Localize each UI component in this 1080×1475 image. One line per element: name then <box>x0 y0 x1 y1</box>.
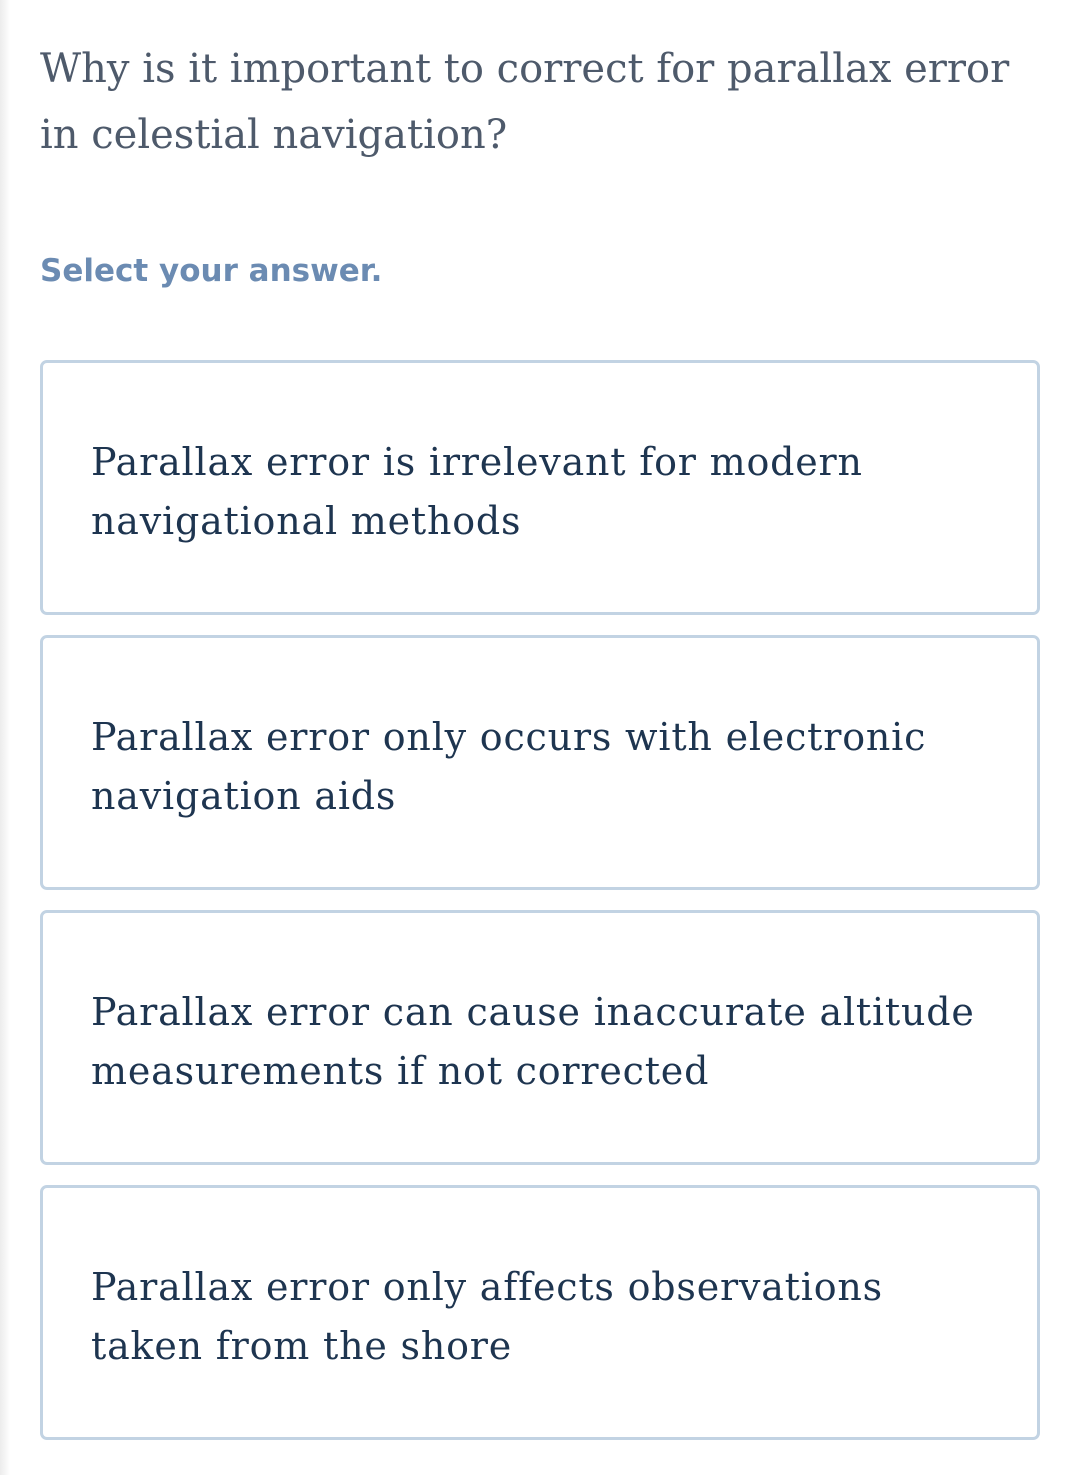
answer-option-label: Parallax error can cause inaccurate altitude measurements if not corrected <box>91 990 975 1093</box>
answer-option-2[interactable] <box>40 635 1040 890</box>
answer-option-3[interactable] <box>40 910 1040 1165</box>
answer-option-label: Parallax error only occurs with electronic navigation aids <box>91 715 927 818</box>
answer-options <box>40 360 1040 1460</box>
answer-option-4[interactable] <box>40 1185 1040 1440</box>
question-text: Why is it important to correct for parallax error in celestial navigation? <box>40 46 1010 158</box>
answer-prompt: Select your answer. <box>40 253 383 289</box>
left-edge-shadow <box>0 0 10 1475</box>
answer-option-1[interactable] <box>40 360 1040 615</box>
answer-option-label: Parallax error is irrelevant for modern navigational methods <box>91 440 863 543</box>
answer-option-label: Parallax error only affects observations taken from the shore <box>91 1265 883 1368</box>
